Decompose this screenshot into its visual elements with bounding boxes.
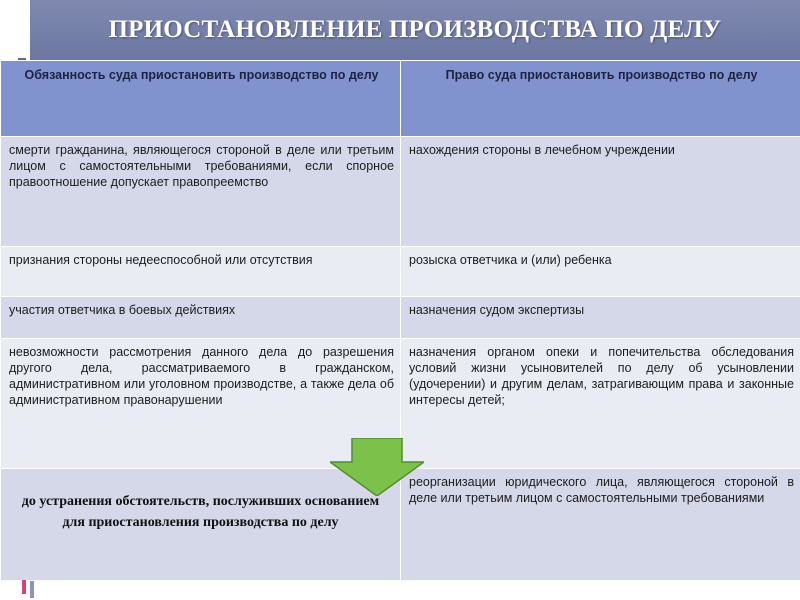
obligation-cell: участия ответчика в боевых действиях (1, 297, 401, 339)
suspension-table (0, 60, 800, 581)
right-cell: нахождения стороны в лечебном учреждении (401, 137, 800, 247)
decorative-mark (22, 580, 26, 594)
right-cell: назначения органом опеки и попечительства обследования условий жизни усыновителей по делу об усыновлении (удочерении) и другим делам, затрагивающим права и законные интересы детей; (401, 339, 800, 469)
table-header-row (1, 61, 800, 137)
title-banner (30, 0, 800, 60)
table-row (1, 297, 800, 339)
obligation-cell: признания стороны недееспособной или отсутствия (1, 247, 401, 297)
right-cell: розыска ответчика и (или) ребенка (401, 247, 800, 297)
down-arrow-icon (330, 438, 424, 496)
conclusion-text: до устранения обстоятельств, послуживших основанием для приостановления производства по делу (21, 494, 380, 530)
column-header-obligation: Обязанность суда приостановить производство по делу (1, 61, 401, 137)
obligation-cell: смерти гражданина, являющегося стороной в деле или третьим лицом с самостоятельными требованиями, если спорное правоотношение допускает правопреемство (1, 137, 401, 247)
right-cell: реорганизации юридического лица, являющегося стороной в деле или третьим лицом с самостоятельными требованиями (401, 469, 800, 581)
obligation-cell: невозможности рассмотрения данного дела до разрешения другого дела, рассматриваемого в гражданском, административном или уголовном производстве, а также дела об административном правонарушении (1, 339, 401, 469)
page-title: ПРИОСТАНОВЛЕНИЕ ПРОИЗВОДСТВА ПО ДЕЛУ (108, 16, 722, 43)
table-row (1, 137, 800, 247)
table-row (1, 247, 800, 297)
right-cell: назначения судом экспертизы (401, 297, 800, 339)
column-header-right: Право суда приостановить производство по делу (401, 61, 800, 137)
